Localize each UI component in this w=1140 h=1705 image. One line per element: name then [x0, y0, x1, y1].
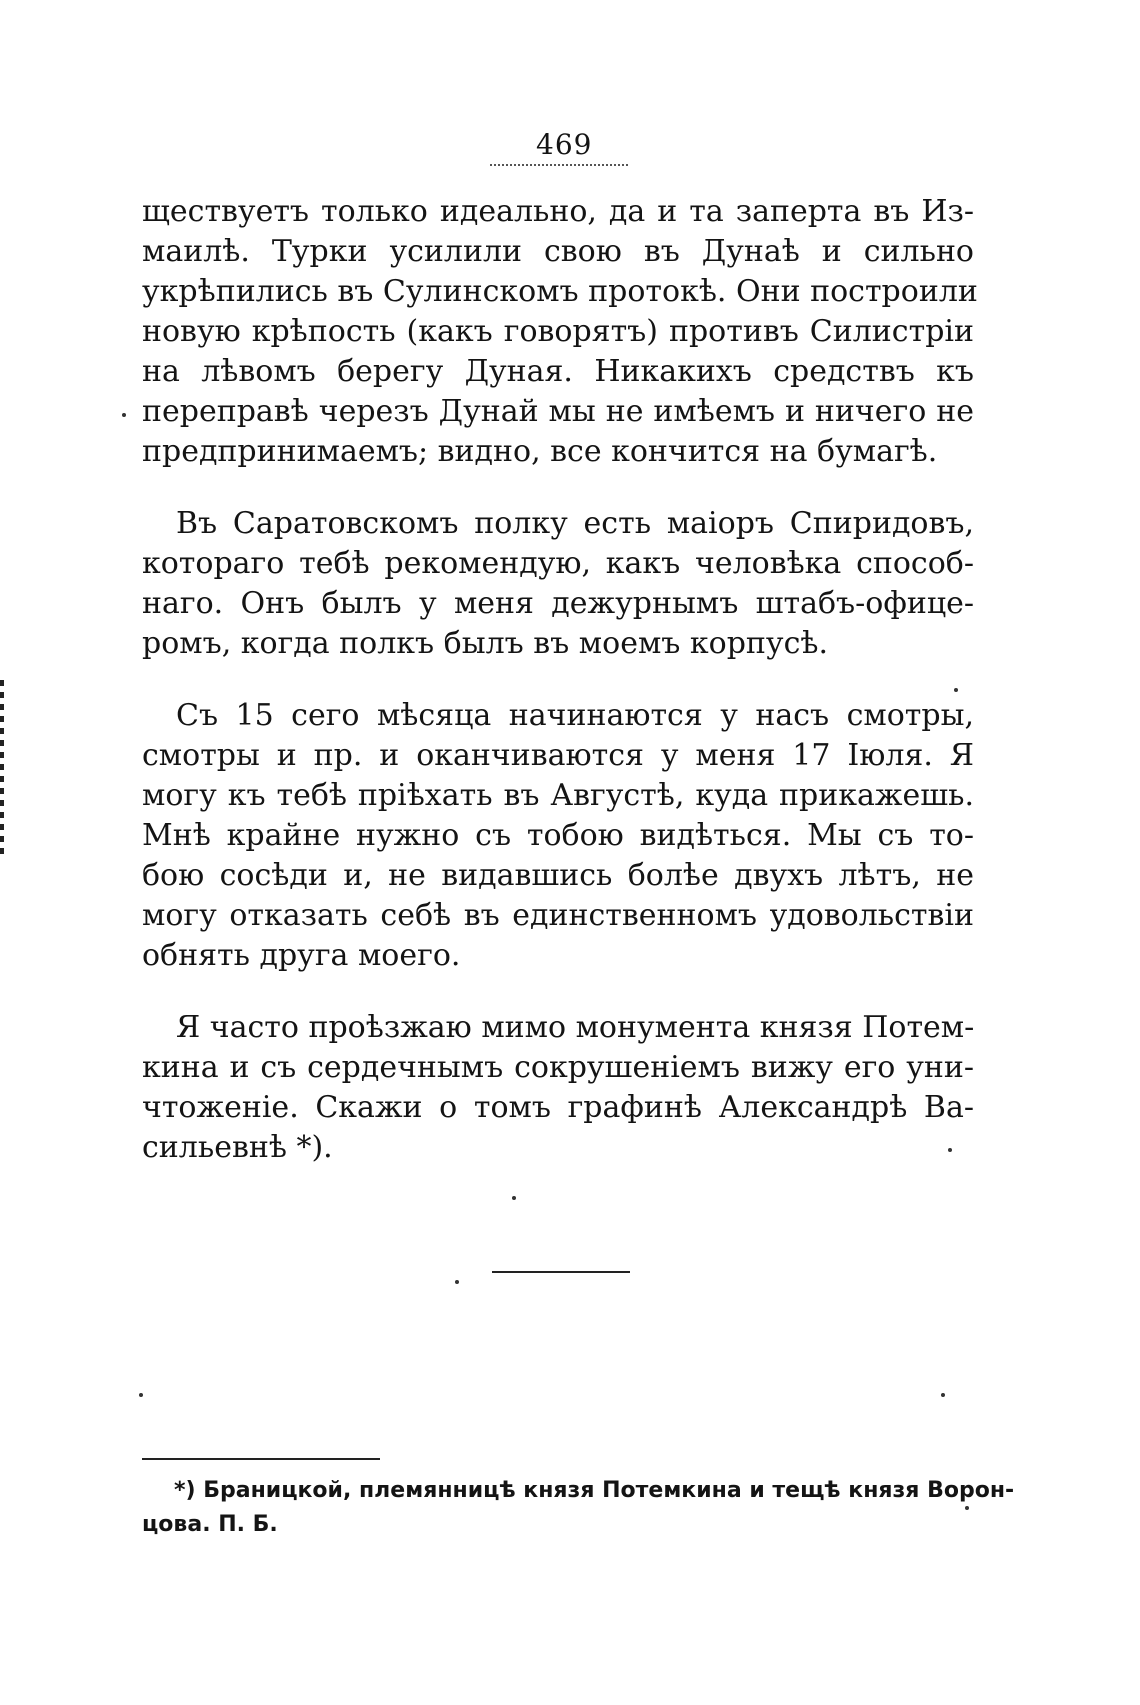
print-speck	[954, 688, 958, 692]
footnote-line: цова. П. Б.	[142, 1512, 278, 1537]
body-text	[142, 192, 978, 1200]
print-speck	[512, 1196, 516, 1200]
text-line: бою сосѣди и, не видавшись болѣе двухъ лѣтъ, не	[142, 858, 974, 893]
footnote-divider	[142, 1458, 380, 1460]
text-line: на лѣвомъ берегу Дуная. Никакихъ средствъ къ	[142, 354, 974, 389]
footnote-line: *) Браницкой, племянницѣ князя Потемкина и тещѣ князя Ворон-	[174, 1478, 1015, 1503]
print-speck	[139, 1393, 143, 1397]
text-line: обнять друга моего.	[142, 938, 461, 973]
text-line: Съ 15 сего мѣсяца начинаются у насъ смотры,	[176, 698, 974, 733]
text-line: предпринимаемъ; видно, все кончится на бумагѣ.	[142, 434, 938, 469]
text-line: могу отказать себѣ въ единственномъ удовольствіи	[142, 898, 974, 933]
print-speck	[941, 1393, 945, 1397]
text-line: Я часто проѣзжаю мимо монумента князя Потем-	[176, 1010, 975, 1045]
text-line: переправѣ черезъ Дунай мы не имѣемъ и ничего не	[142, 394, 974, 429]
paragraph-3	[142, 696, 974, 976]
print-speck	[455, 1280, 459, 1284]
text-line: сильевнѣ *).	[142, 1130, 333, 1165]
text-line: чтоженіе. Скажи о томъ графинѣ Александрѣ Ва-	[142, 1090, 974, 1125]
text-line: ществуетъ только идеально, да и та заперта въ Из-	[142, 194, 974, 229]
text-line: могу къ тебѣ пріѣхать въ Августѣ, куда прикажешь.	[142, 778, 974, 813]
text-line: Мнѣ крайне нужно съ тобою видѣться. Мы съ то-	[142, 818, 974, 853]
paragraph-1	[142, 192, 978, 472]
page-number-ornament	[490, 158, 628, 166]
text-line: новую крѣпость (какъ говорятъ) противъ Силистріи	[142, 314, 974, 349]
paragraph-2	[142, 504, 974, 664]
text-line: кина и съ сердечнымъ сокрушеніемъ вижу его уни-	[142, 1050, 974, 1085]
text-line: укрѣпились въ Сулинскомъ протокѣ. Они построили	[142, 274, 978, 309]
binding-edge-mark	[0, 680, 4, 860]
footnote	[142, 1474, 1015, 1542]
print-speck	[948, 1148, 952, 1152]
paragraph-4	[142, 1008, 974, 1168]
print-speck	[122, 413, 126, 417]
text-line: котораго тебѣ рекомендую, какъ человѣка способ-	[142, 546, 974, 581]
text-line: наго. Онъ былъ у меня дежурнымъ штабъ-офице-	[142, 586, 974, 621]
text-line: смотры и пр. и оканчиваются у меня 17 Іюля. Я	[142, 738, 974, 773]
print-speck	[965, 1506, 969, 1510]
text-line: ромъ, когда полкъ былъ въ моемъ корпусѣ.	[142, 626, 829, 661]
page-number: 469	[536, 128, 593, 161]
text-line: Въ Саратовскомъ полку есть маіоръ Спиридовъ,	[176, 506, 974, 541]
section-divider	[492, 1271, 630, 1273]
text-line: маилѣ. Турки усилили свою въ Дунаѣ и сильно	[142, 234, 974, 269]
